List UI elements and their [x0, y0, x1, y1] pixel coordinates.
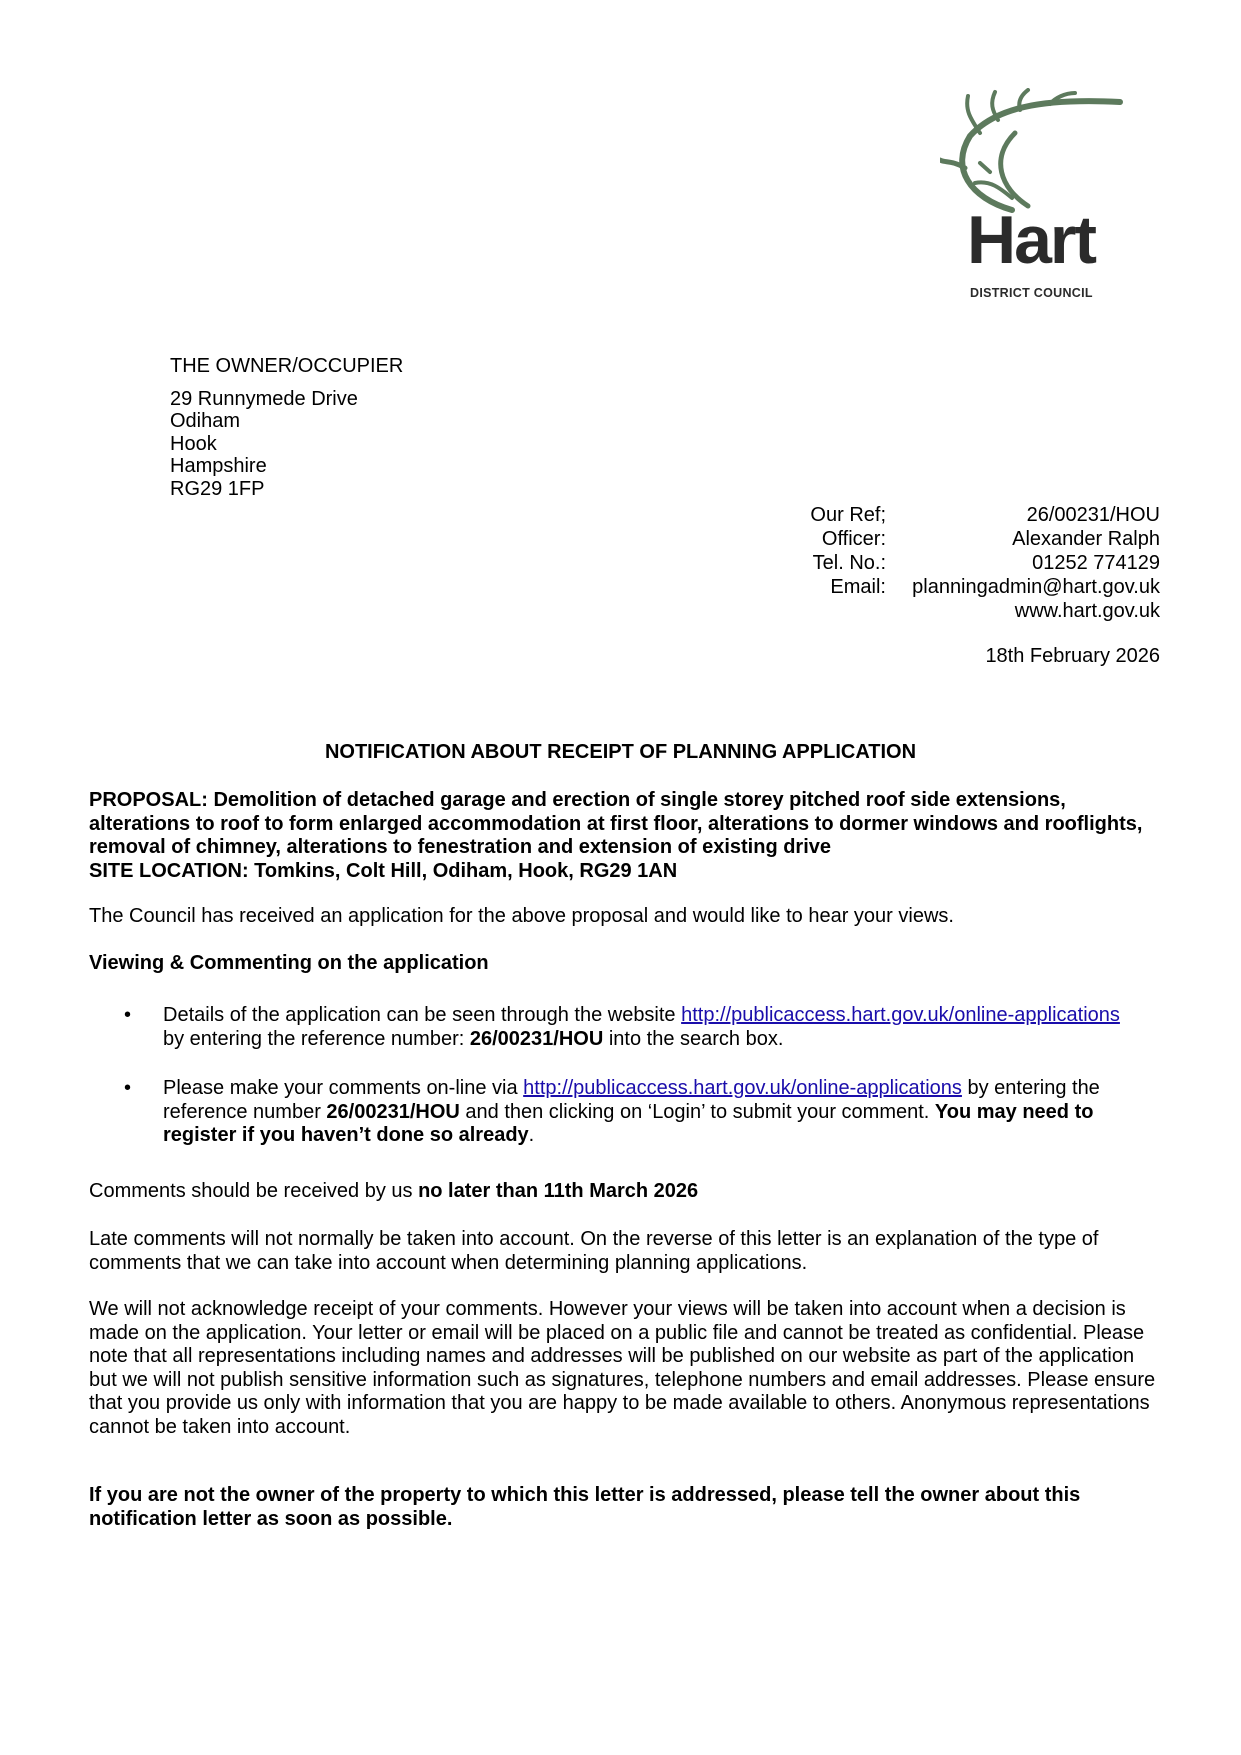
bullet-text-part: Please make your comments on-line via	[163, 1077, 524, 1099]
deadline-text: Comments should be received by us	[89, 1180, 419, 1202]
ref-label: Tel. No.:	[812, 552, 886, 574]
ref-row-officer	[760, 527, 1160, 551]
ref-value: 26/00231/HOU	[1026, 504, 1160, 526]
proposal-block	[89, 789, 1169, 883]
recipient-address	[170, 355, 403, 500]
register-notice: You may need to register if you haven’t done so already	[163, 1100, 1094, 1146]
bullet-text	[163, 1077, 1144, 1148]
owner-notice: If you are not the owner of the property to which this letter is addressed, please tell the owner about this notification letter as soon as possible.	[89, 1484, 1081, 1530]
late-comments-paragraph: Late comments will not normally be taken into account. On the reverse of this letter is an explanation of the type of comments that we can take into account when determining planning applications.	[89, 1228, 1099, 1274]
address-line: Hampshire	[170, 455, 267, 477]
bullet-text-part: Details of the application can be seen through the website	[163, 1004, 682, 1026]
deadline-paragraph	[89, 1180, 1164, 1204]
address-line: RG29 1FP	[170, 477, 265, 500]
site-location: SITE LOCATION: Tomkins, Colt Hill, Odiham, Hook, RG29 1AN	[89, 859, 678, 882]
bullet-icon: •	[124, 1004, 132, 1026]
bullet-icon: •	[124, 1077, 132, 1099]
logo-subtitle: DISTRICT COUNCIL	[970, 286, 1093, 300]
list-item	[124, 1004, 1144, 1051]
ref-row-tel	[760, 551, 1160, 575]
address-line: Hook	[170, 432, 217, 455]
deadline-date: no later than 11th March 2026	[418, 1180, 699, 1202]
ref-value: www.hart.gov.uk	[1014, 600, 1160, 622]
ref-label: Officer:	[821, 528, 886, 550]
bullet-text-part: .	[528, 1124, 535, 1146]
bullet-text-part: by entering the reference number:	[163, 1027, 470, 1050]
bullet-text-part: into the search box.	[603, 1027, 784, 1050]
stag-icon	[940, 88, 1140, 218]
ref-label: Email:	[830, 576, 886, 598]
bullet-text	[163, 1004, 1144, 1051]
acknowledge-paragraph: We will not acknowledge receipt of your comments. However your views will be taken into account when a decision is made on the application. Your letter or email will be placed on a public file and cannot be treated as confidential. Please note that all representations including names and addresses will be published on our website as part of the application but we will not publish sensitive information such as signatures, telephone numbers and email addresses. Please ensure that you provide us only with information that you are happy to be made available to others. Anonymous representations cannot be taken into account.	[89, 1298, 1156, 1438]
public-access-link[interactable]: http://publicaccess.hart.gov.uk/online-applications	[681, 1004, 1120, 1026]
hart-logo	[940, 88, 1140, 298]
ref-value: 01252 774129	[1032, 552, 1160, 574]
page-title: NOTIFICATION ABOUT RECEIPT OF PLANNING APPLICATION	[324, 741, 917, 763]
intro-paragraph: The Council has received an application for the above proposal and would like to hear your views.	[89, 905, 954, 927]
ref-row-website	[760, 599, 1160, 623]
reference-number: 26/00231/HOU	[326, 1100, 460, 1123]
bullet-list	[124, 1004, 1144, 1174]
letter-date: 18th February 2026	[985, 645, 1160, 667]
viewing-heading: Viewing & Commenting on the application	[89, 952, 489, 974]
public-access-link[interactable]: http://publicaccess.hart.gov.uk/online-applications	[523, 1077, 962, 1099]
recipient-heading: THE OWNER/OCCUPIER	[170, 355, 404, 377]
logo-wordmark: Hart	[967, 202, 1096, 278]
reference-number: 26/00231/HOU	[469, 1027, 604, 1050]
ref-label: Our Ref;	[810, 504, 886, 526]
proposal-text: PROPOSAL: Demolition of detached garage and erection of single storey pitched roof side extensions, alterations to roof to form enlarged accommodation at first floor, alterations to dormer windows and rooflights, removal of chimney, alterations to fenestration and extension of existing drive	[89, 789, 1143, 858]
ref-value: planningadmin@hart.gov.uk	[912, 576, 1160, 598]
address-line: 29 Runnymede Drive	[170, 387, 358, 410]
bullet-text-part: and then clicking on ‘Login’ to submit your comment.	[459, 1100, 935, 1123]
address-line: Odiham	[170, 410, 241, 432]
ref-label	[760, 599, 886, 623]
list-item	[124, 1077, 1144, 1148]
ref-row-email	[760, 575, 1160, 599]
reference-block	[760, 503, 1160, 623]
ref-row-our-ref	[760, 503, 1160, 527]
ref-value: Alexander Ralph	[1012, 528, 1160, 550]
bullet-text-part: by entering the reference number	[163, 1077, 1100, 1123]
